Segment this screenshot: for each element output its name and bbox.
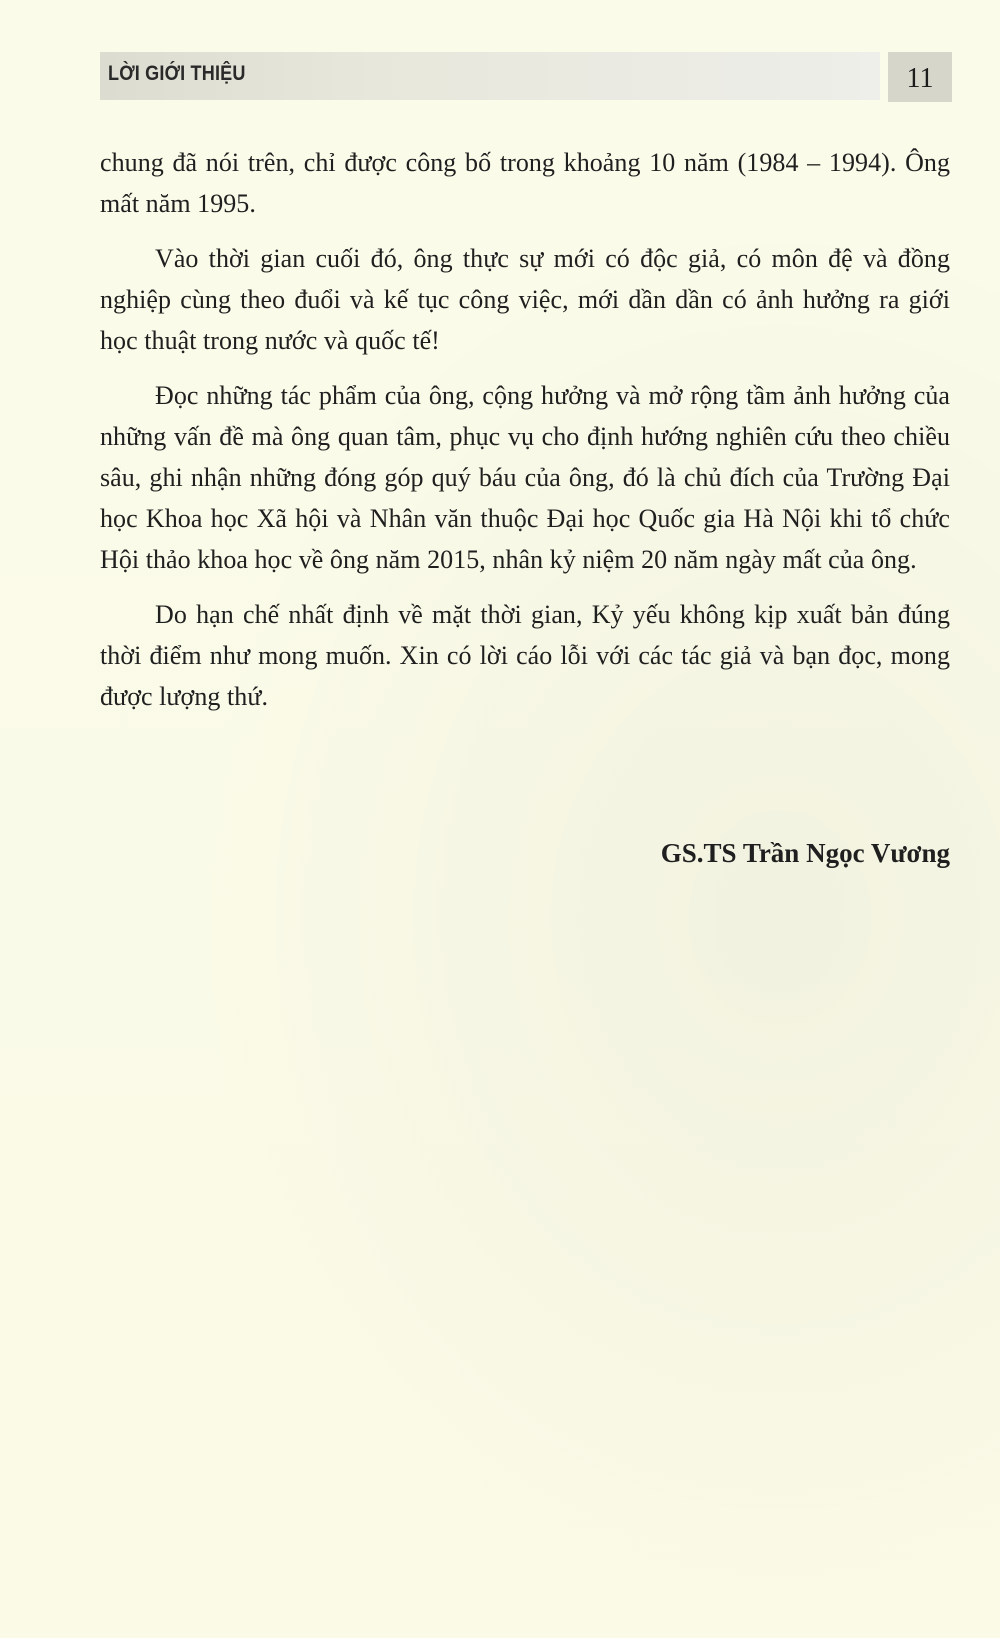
paragraph-2: Vào thời gian cuối đó, ông thực sự mới có độc giả, có môn đệ và đồng nghiệp cùng theo đuổi và kế tục công việc, mới dần dần có ảnh hưởng ra giới học thuật trong nước và quốc tế! xyxy=(100,244,950,355)
paragraph-3: Đọc những tác phẩm của ông, cộng hưởng và mở rộng tầm ảnh hưởng của những vấn đề mà ông quan tâm, phục vụ cho định hướng nghiên cứu theo chiều sâu, ghi nhận những đóng góp quý báu của ông, đó là chủ đích của Trường Đại học Khoa học Xã hội và Nhân văn thuộc Đại học Quốc gia Hà Nội khi tổ chức Hội thảo khoa học về ông năm 2015, nhân kỷ niệm 20 năm ngày mất của ông. xyxy=(100,381,950,574)
page-number: 11 xyxy=(906,63,934,94)
paragraph-1: chung đã nói trên, chỉ được công bố trong khoảng 10 năm (1984 – 1994). Ông mất năm 1995. xyxy=(100,148,950,218)
author-signature: GS.TS Trần Ngọc Vương xyxy=(660,838,950,868)
running-header-title: LỜI GIỚI THIỆU xyxy=(108,62,246,85)
body-text xyxy=(100,142,950,731)
paragraph-4: Do hạn chế nhất định về mặt thời gian, Kỷ yếu không kịp xuất bản đúng thời điểm như mong muốn. Xin có lời cáo lỗi với các tác giả và bạn đọc, mong được lượng thứ. xyxy=(100,600,950,711)
page-number-box xyxy=(888,52,952,102)
